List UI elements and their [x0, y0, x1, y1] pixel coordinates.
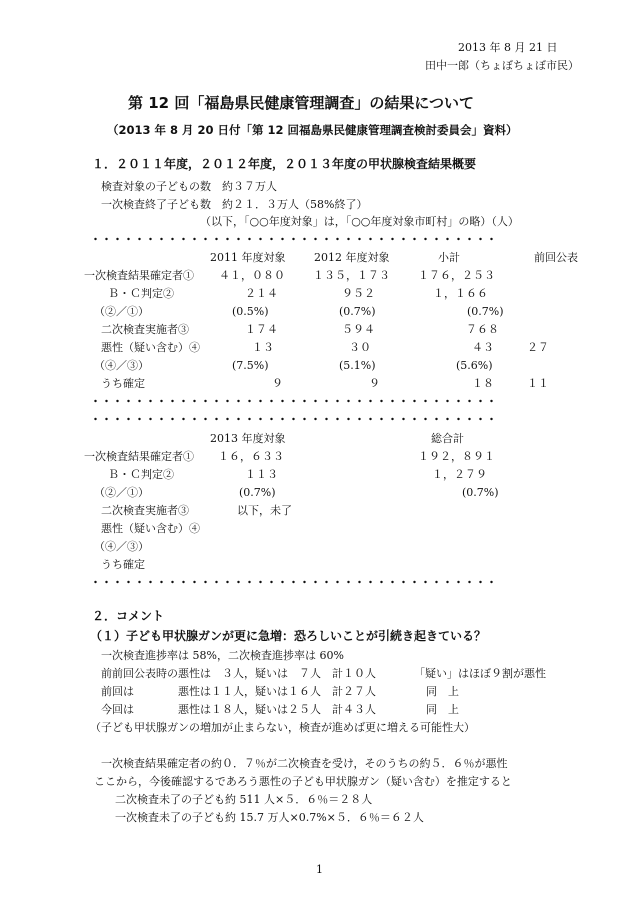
table2-cell: １９２，８９１	[418, 450, 495, 463]
table1-cell: (7.5%)	[232, 359, 269, 372]
table1-cell: (0.5%)	[232, 305, 269, 318]
table2-header-total: 総合計	[431, 432, 464, 445]
page-title: 第 12 回「福島県民健康管理調査」の結果について	[128, 94, 475, 112]
table2-cell: (0.7%)	[462, 486, 499, 499]
comment-line: ここから，今後確認するであろう悪性の子ども甲状腺ガン（疑い含む）を推定すると	[94, 775, 512, 788]
table2-row-label: 二次検査実施者③	[101, 504, 189, 517]
table1-cell: １３	[252, 341, 274, 354]
table1-cell: １１	[527, 377, 549, 390]
document-author: 田中一郎（ちょぼちょぼ市民）	[425, 59, 579, 72]
dotted-separator-1: ・・・・・・・・・・・・・・・・・・・・・・・・・・・・・・・・・・・・・	[90, 233, 497, 246]
section1-heading: １．２０１１年度，２０１２年度，２０１３年度の甲状腺検査結果概要	[92, 157, 477, 171]
page-number: 1	[316, 863, 323, 876]
comment-line: 今回は 悪性は１８人，疑いは２５人 計４３人	[101, 703, 376, 716]
dotted-separator-3: ・・・・・・・・・・・・・・・・・・・・・・・・・・・・・・・・・・・・・	[90, 413, 497, 426]
table1-cell: ３０	[349, 341, 371, 354]
table2-cell: １１３	[245, 468, 278, 481]
comment-line: 「疑い」はほぼ９割が悪性	[414, 667, 546, 680]
table1-cell: (5.6%)	[456, 359, 493, 372]
table2-cell: １６，６３３	[218, 450, 284, 463]
table2-cell: 以下，未了	[237, 504, 292, 517]
comment-line: 同 上	[426, 703, 459, 716]
section1-line1: 検査対象の子どもの数 約３７万人	[101, 180, 277, 193]
table1-cell: ４１，０８０	[219, 269, 285, 282]
table1-row-label: 悪性（疑い含む）④	[101, 341, 200, 354]
section1-line3: （以下，「○○年度対象」は，「○○年度対象市町村」の略）（人）	[200, 215, 519, 228]
table1-cell: １３５，１７３	[313, 269, 390, 282]
table1-cell: １，１６６	[433, 287, 488, 300]
document-date: 2013 年 8 月 21 日	[458, 41, 558, 54]
table1-cell: ５９４	[342, 323, 375, 336]
table1-header-previous: 前回公表	[534, 251, 578, 264]
table1-row-label: Ｂ・Ｃ判定②	[108, 287, 174, 300]
comment-line: 二次検査未了の子ども約 511 人×５．６％＝２８人	[115, 793, 373, 806]
page-subtitle: （2013 年 8 月 20 日付「第 12 回福島県民健康管理調査検討委員会」資料）	[107, 123, 518, 137]
table1-cell: ２１４	[245, 287, 278, 300]
dotted-separator-2: ・・・・・・・・・・・・・・・・・・・・・・・・・・・・・・・・・・・・・	[90, 395, 497, 408]
table2-header-2013: 2013 年度対象	[210, 432, 286, 445]
table1-row-label: うち確定	[101, 377, 145, 390]
table1-cell: ２７	[527, 341, 549, 354]
table1-cell: (0.7%)	[467, 305, 504, 318]
table1-row-label: （④／③）	[94, 359, 149, 372]
table1-row-label: （②／①）	[94, 305, 149, 318]
table1-cell: (5.1%)	[339, 359, 376, 372]
table1-cell: ７６８	[466, 323, 499, 336]
comment-line: 前前回公表時の悪性は ３人，疑いは ７人 計１０人	[101, 667, 376, 680]
table1-header-subtotal: 小計	[438, 251, 460, 264]
table1-cell: ９	[369, 377, 380, 390]
section2-heading: ２．コメント	[92, 609, 165, 623]
table2-cell: (0.7%)	[239, 486, 276, 499]
table2-row-label: 一次検査結果確定者①	[84, 450, 194, 463]
table1-cell: ９５２	[342, 287, 375, 300]
comment-line: 同 上	[426, 685, 459, 698]
table1-cell: ４３	[472, 341, 494, 354]
table1-cell: ９	[272, 377, 283, 390]
comment-line: （子ども甲状腺ガンの増加が止まらない，検査が進めば更に増える可能性大）	[90, 721, 475, 734]
table2-row-label: うち確定	[101, 558, 145, 571]
comment-line: 一次検査未了の子ども約 15.7 万人×0.7%×５．６％＝６２人	[115, 811, 424, 824]
table1-cell: (0.7%)	[339, 305, 376, 318]
table2-row-label: （④／③）	[94, 540, 149, 553]
dotted-separator-4: ・・・・・・・・・・・・・・・・・・・・・・・・・・・・・・・・・・・・・	[90, 576, 497, 589]
comment-line: 一次検査結果確定者の約０．７％が二次検査を受け，そのうちの約５．６％が悪性	[101, 757, 508, 770]
table2-row-label: Ｂ・Ｃ判定②	[108, 468, 174, 481]
table1-row-label: 一次検査結果確定者①	[84, 269, 194, 282]
table2-cell: １，２７９	[432, 468, 487, 481]
table1-header-2012: 2012 年度対象	[314, 251, 390, 264]
comment-line: 一次検査進捗率は 58%，二次検査進捗率は 60%	[101, 649, 344, 662]
table1-cell: １７６，２５３	[418, 269, 495, 282]
table1-cell: １７４	[245, 323, 278, 336]
table2-row-label: 悪性（疑い含む）④	[101, 522, 200, 535]
section2-subheading: （１）子ども甲状腺ガンが更に急増：恐ろしいことが引続き起きている？	[90, 629, 487, 643]
section1-line2: 一次検査終了子ども数 約２１．３万人（58%終了）	[101, 198, 368, 211]
table1-header-2011: 2011 年度対象	[210, 251, 286, 264]
table1-cell: １８	[472, 377, 494, 390]
table1-row-label: 二次検査実施者③	[101, 323, 189, 336]
comment-line: 前回は 悪性は１１人，疑いは１６人 計２７人	[101, 685, 376, 698]
table2-row-label: （②／①）	[94, 486, 149, 499]
